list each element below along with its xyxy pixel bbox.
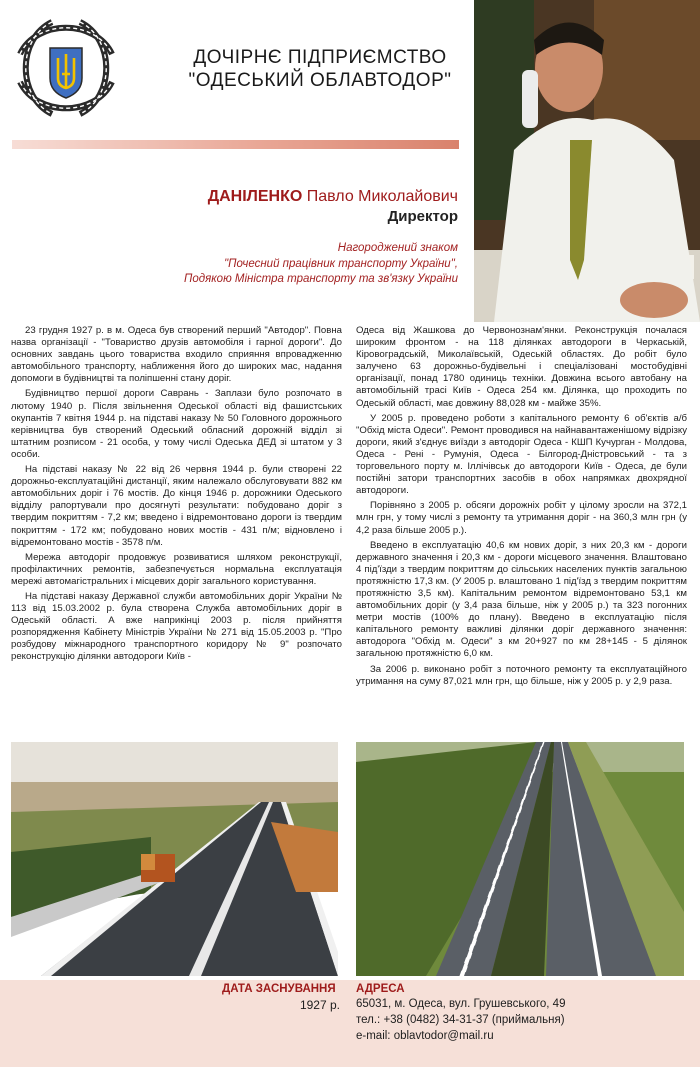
director-position: Директор xyxy=(387,208,458,225)
address-label: АДРЕСА xyxy=(356,983,405,995)
org-title-line1: ДОЧІРНЄ ПІДПРИЄМСТВО xyxy=(193,47,447,68)
article-paragraph: У 2005 р. проведено роботи з капітального ремонту 6 об'єктів а/б "Обхід міста Одеси". Ремонт проводився на найнавантаженішому відрізку дороги, який з'єднує виїзди з автодоріг Одеса - КШП Кучурган - Молдова, Одеса - Рені - Румунія, Одеса - Білгород-Дністровський - та з торговельного порту м. Іллічівськ до автодороги Київ - Одеса, де були постійні затори транспортних засобів в обох напрямках двохрядної автодороги. xyxy=(356,412,687,497)
article-paragraph: На підставі наказу Державної служби автомобільних доріг України № 113 від 15.03.2002 р. була створена Служба автомобільних доріг в Одеській області. А вже наприкінці 2003 р. після прийняття розпорядження Кабінету Міністрів України № 271 від 15.05.2003 р. "Про розбудову міжнародного транспортного коридору № 9" розпочато реконструкцію ділянки автодороги Київ - xyxy=(11,590,342,663)
organization-title xyxy=(170,46,470,92)
director-surname: ДАНІЛЕНКО xyxy=(207,188,303,205)
article-paragraph: Порівняно з 2005 р. обсяги дорожніх робіт у цілому зросли на 372,1 млн грн, у тому числі з ремонту та утримання доріг - на 360,3 млн грн (у 4,2 раза більше 2005 р.). xyxy=(356,500,687,536)
highway-photo-left xyxy=(11,742,338,976)
article-paragraph: Введено в експлуатацію 40,6 км нових доріг, з них 20,3 км - дороги державного значення і 20,3 км - дороги місцевого значення. Влаштовано 4 під'їзди з твердим покриттям до сільських населених пунктів загальною протяжністю 17,3 км. (У 2005 р. влаштовано 1 під'їзд з твердим покриттям протяжністю 3,5 км). Капітальним ремонтом відремонтовано 53,1 км автомобільних доріг (у 3,4 раза більше, ніж у 2005 р.) та 323 погонних метри мостів (100% до плану). Введено в експлуатацію після капітального ремонту важливі ділянки доріг державного значення: автодорога "Обхід м. Одеси" з км 20+927 по км 28+145 - 5 ділянок загальною протяжністю 6,0 км. xyxy=(356,539,687,660)
company-logo xyxy=(12,14,120,122)
article-paragraph: За 2006 р. виконано робіт з поточного ремонту та експлуатаційного утримання на суму 87,021 млн грн, що більше, ніж у 2005 р. у 2,9 раза. xyxy=(356,663,687,687)
award-line: Подякою Міністра транспорту та зв'язку України xyxy=(184,273,458,285)
article-paragraph: Мережа автодоріг продовжує розвиватися шляхом реконструкції, профілактичних ремонтів, забезпечується нормальна експлуатація мережі автомагістральних і місцевих доріг загального користування. xyxy=(11,551,342,587)
award-line: Нагороджений знаком xyxy=(337,242,458,254)
award-line: "Почесний працівник транспорту України", xyxy=(224,257,458,270)
article-paragraph: Будівництво першої дороги Саврань - Заплази було розпочато в лютому 1940 р. Після звільнення Одеської області від фашистських окупантів 7 квітня 1944 р. на підставі наказу № 50 Головного дорожнього керівництва був створений Одеський обласний дорожній відділ зі штатним розписом - 21 особа, у тому числі Одеська ДЕД зі штатом у 3 особи. xyxy=(11,388,342,460)
highway-photo-right xyxy=(356,742,684,976)
article-paragraph: Одеса від Жашкова до Червонознам'янки. Реконструкція почалася широким фронтом - на 118 ділянках автодороги в Черкаській, Кіровоградській, Миколаївській, Одеській областях. До робіт було залучено 63 дорожньо-будівельні і спеціалізовані мостобудівні організації, понад 1780 одиниць техніки. Довжина всього автобану на автомобільній трасі Київ - Одеса 254 км. Ділянка, що проходить по Одеській області, має довжину 88,028 км - майже 35%. xyxy=(356,325,687,409)
founded-year: 1927 р. xyxy=(299,998,340,1012)
director-name xyxy=(190,188,458,206)
article-paragraph: На підставі наказу № 22 від 26 червня 1944 р. були створені 22 дорожньо-експлуатаційні дистанції, яким належало обслуговувати 882 км автомобільних доріг і 76 мостів. До кінця 1946 р. дорожники Одеського відділу рапортували про досягнуті результати: побудовано доріг з твердим покриттям - 7,2 км; введено і відремонтовано дороги із твердим покриттям - 172 км; побудовано нових мостів - 431 п/м; відновлено і відремонтовано мостів - 3578 п/м. xyxy=(11,464,342,548)
footer-band xyxy=(0,980,700,1067)
director-given-names: Павло Миколайович xyxy=(306,188,458,205)
title-divider xyxy=(12,140,459,149)
postal-address: 65031, м. Одеса, вул. Грушевського, 49 xyxy=(356,998,566,1010)
phone-number: тел.: +38 (0482) 34-31-37 (приймальня) xyxy=(356,1014,565,1026)
article-left-column xyxy=(11,325,342,667)
org-title-line2: "ОДЕСЬКИЙ ОБЛАВТОДОР" xyxy=(188,70,452,91)
awards-block xyxy=(150,241,458,288)
founded-label: ДАТА ЗАСНУВАННЯ xyxy=(222,983,336,995)
director-portrait xyxy=(474,0,700,322)
email-address[interactable]: e-mail: oblavtodor@mail.ru xyxy=(356,1030,494,1042)
article-paragraph: 23 грудня 1927 р. в м. Одеса був створений перший "Автодор". Повна назва організації - "Товариство друзів автомобіля і гарної дороги". До основних завдань цього товариства входило сприяння впровадженню автомобільного транспорту, наближення його до широких мас, надання допомоги в будівництві та поліпшенні стану доріг. xyxy=(11,325,342,385)
article-right-column xyxy=(356,325,687,691)
